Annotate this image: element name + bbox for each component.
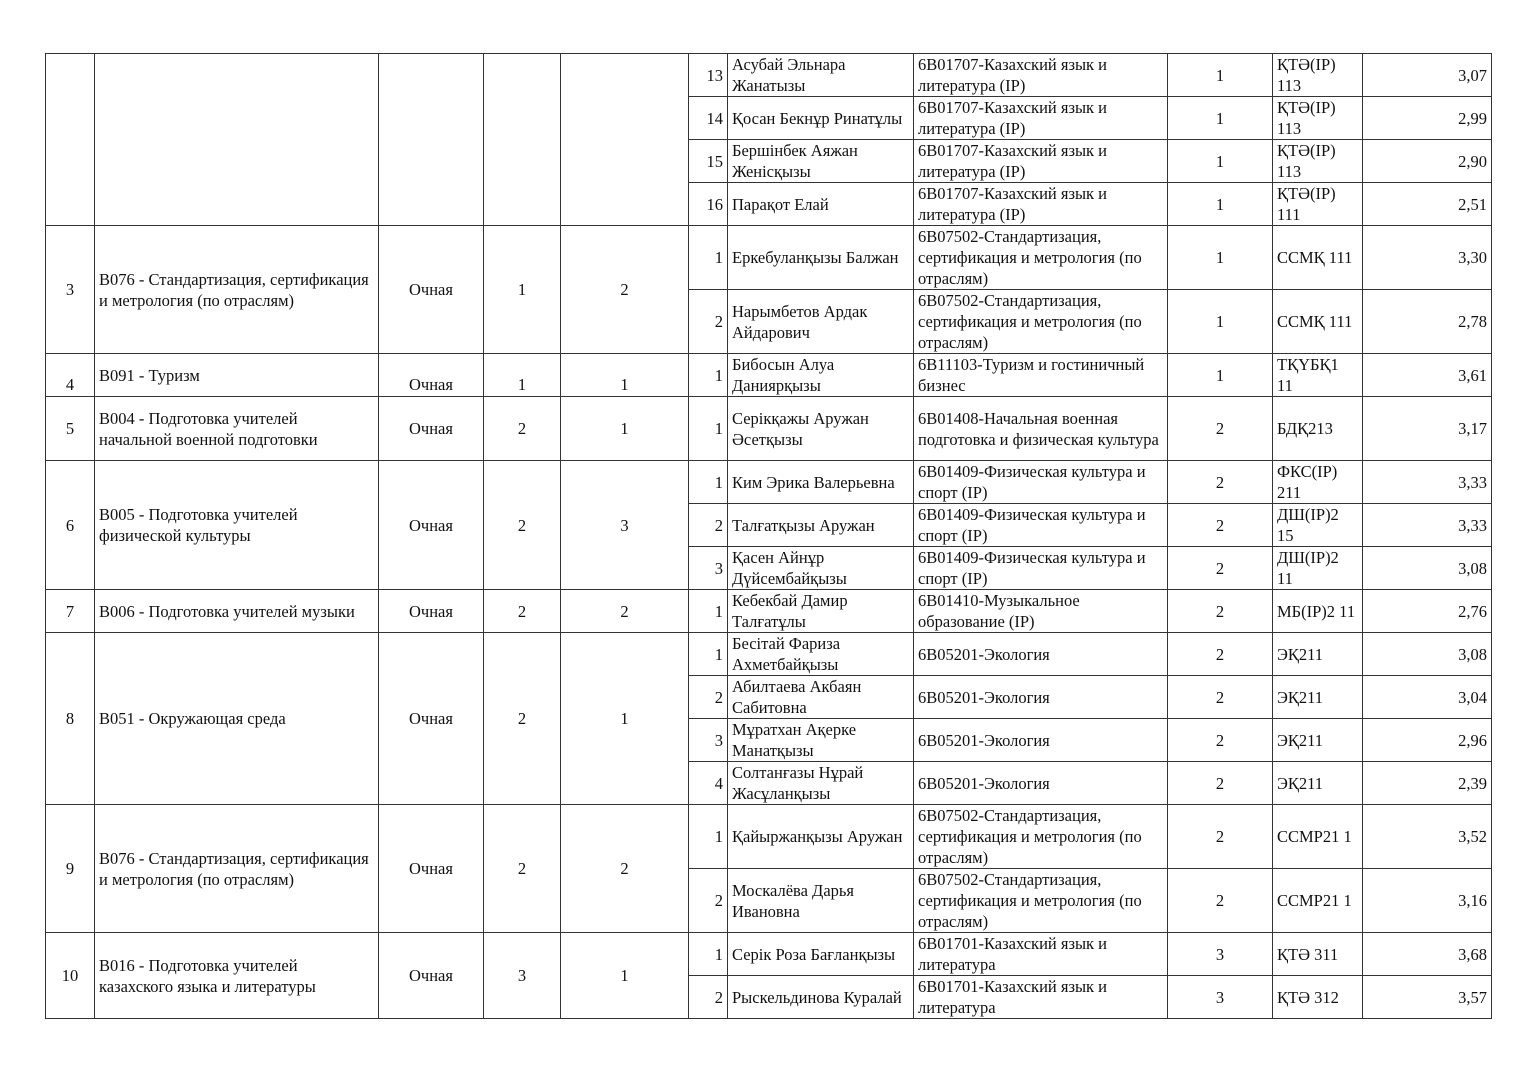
- gpa: 2,99: [1363, 97, 1492, 140]
- student-index: 14: [689, 97, 728, 140]
- student-name: Қайыржанқызы Аружан: [728, 805, 914, 869]
- student-index: 3: [689, 547, 728, 590]
- program: 6B11103-Туризм и гостиничный бизнес: [914, 354, 1168, 397]
- quota: 1: [561, 354, 689, 397]
- gpa: 3,08: [1363, 547, 1492, 590]
- program: 6B01707-Казахский язык и литература (IP): [914, 140, 1168, 183]
- group-number: 7: [46, 590, 95, 633]
- group-number: 9: [46, 805, 95, 933]
- table-row: [46, 805, 1492, 869]
- student-index: 1: [689, 226, 728, 290]
- gpa: 3,30: [1363, 226, 1492, 290]
- student-name: Парақот Елай: [728, 183, 914, 226]
- study-form: Очная: [379, 633, 484, 805]
- group-code: ДШ(IP)2 15: [1273, 504, 1363, 547]
- study-form: [379, 54, 484, 226]
- gpa: 3,52: [1363, 805, 1492, 869]
- gpa: 2,78: [1363, 290, 1492, 354]
- course: 2: [484, 633, 561, 805]
- program: 6B01409-Физическая культура и спорт (IP): [914, 547, 1168, 590]
- student-name: Нарымбетов Ардак Айдарович: [728, 290, 914, 354]
- study-form: Очная: [379, 354, 484, 397]
- course: 2: [484, 461, 561, 590]
- student-course: 2: [1168, 633, 1273, 676]
- study-form: Очная: [379, 397, 484, 461]
- gpa: 2,39: [1363, 762, 1492, 805]
- table-body: [46, 54, 1492, 1019]
- study-form: Очная: [379, 590, 484, 633]
- student-name: Мұратхан Ақерке Манатқызы: [728, 719, 914, 762]
- course: [484, 54, 561, 226]
- gpa: 2,76: [1363, 590, 1492, 633]
- quota: 2: [561, 805, 689, 933]
- student-name: Ким Эрика Валерьевна: [728, 461, 914, 504]
- quota: 1: [561, 397, 689, 461]
- group-code: ДШ(IP)2 11: [1273, 547, 1363, 590]
- student-index: 1: [689, 590, 728, 633]
- program: 6B01409-Физическая культура и спорт (IP): [914, 461, 1168, 504]
- table-row: [46, 633, 1492, 676]
- quota: 3: [561, 461, 689, 590]
- program: 6B01701-Казахский язык и литература: [914, 976, 1168, 1019]
- course: 2: [484, 590, 561, 633]
- group-code: ҚТӘ 311: [1273, 933, 1363, 976]
- student-course: 1: [1168, 354, 1273, 397]
- group-code: ССМҚ 111: [1273, 226, 1363, 290]
- student-name: Бесітай Фариза Ахметбайқызы: [728, 633, 914, 676]
- table-row: [46, 933, 1492, 976]
- group-code: ҚТӘ(IP) 113: [1273, 140, 1363, 183]
- specialty: [95, 54, 379, 226]
- student-name: Бибосын Алуа Даниярқызы: [728, 354, 914, 397]
- group-number: 3: [46, 226, 95, 354]
- student-index: 3: [689, 719, 728, 762]
- specialty: B091 - Туризм: [95, 354, 379, 397]
- course: 2: [484, 805, 561, 933]
- specialty: B076 - Стандартизация, сертификация и метрология (по отраслям): [95, 805, 379, 933]
- student-course: 2: [1168, 869, 1273, 933]
- student-name: Қосан Бекнұр Ринатұлы: [728, 97, 914, 140]
- gpa: 3,33: [1363, 461, 1492, 504]
- student-index: 2: [689, 976, 728, 1019]
- student-name: Қасен Айнұр Дүйсембайқызы: [728, 547, 914, 590]
- student-name: Еркебуланқызы Балжан: [728, 226, 914, 290]
- program: 6B01707-Казахский язык и литература (IP): [914, 183, 1168, 226]
- student-index: 2: [689, 290, 728, 354]
- gpa: 3,17: [1363, 397, 1492, 461]
- program: 6B07502-Стандартизация, сертификация и метрология (по отраслям): [914, 805, 1168, 869]
- student-index: 13: [689, 54, 728, 97]
- student-course: 3: [1168, 933, 1273, 976]
- student-course: 2: [1168, 547, 1273, 590]
- student-index: 1: [689, 397, 728, 461]
- student-name: Москалёва Дарья Ивановна: [728, 869, 914, 933]
- student-index: 2: [689, 676, 728, 719]
- student-course: 2: [1168, 719, 1273, 762]
- course: 2: [484, 397, 561, 461]
- program: 6B05201-Экология: [914, 762, 1168, 805]
- gpa: 2,90: [1363, 140, 1492, 183]
- student-name: Солтанғазы Нұрай Жасұланқызы: [728, 762, 914, 805]
- course: 1: [484, 354, 561, 397]
- program: 6B01707-Казахский язык и литература (IP): [914, 54, 1168, 97]
- table-row: [46, 397, 1492, 461]
- program: 6B07502-Стандартизация, сертификация и метрология (по отраслям): [914, 869, 1168, 933]
- group-number: 6: [46, 461, 95, 590]
- student-index: 1: [689, 354, 728, 397]
- student-course: 2: [1168, 397, 1273, 461]
- student-index: 2: [689, 869, 728, 933]
- group-code: ЭҚ211: [1273, 762, 1363, 805]
- table-row: [46, 461, 1492, 504]
- student-course: 2: [1168, 504, 1273, 547]
- table-row: [46, 590, 1492, 633]
- table-row: [46, 54, 1492, 97]
- gpa: 3,33: [1363, 504, 1492, 547]
- group-code: ҚТӘ 312: [1273, 976, 1363, 1019]
- study-form: Очная: [379, 226, 484, 354]
- student-course: 1: [1168, 183, 1273, 226]
- gpa: 3,08: [1363, 633, 1492, 676]
- specialty: B016 - Подготовка учителей казахского языка и литературы: [95, 933, 379, 1019]
- group-code: ССМҚ 111: [1273, 290, 1363, 354]
- student-name: Талғатқызы Аружан: [728, 504, 914, 547]
- student-index: 2: [689, 504, 728, 547]
- program: 6B07502-Стандартизация, сертификация и метрология (по отраслям): [914, 290, 1168, 354]
- group-number: 5: [46, 397, 95, 461]
- group-number: 8: [46, 633, 95, 805]
- specialty: B004 - Подготовка учителей начальной военной подготовки: [95, 397, 379, 461]
- gpa: 2,96: [1363, 719, 1492, 762]
- group-code: ҚТӘ(IP) 111: [1273, 183, 1363, 226]
- gpa: 3,16: [1363, 869, 1492, 933]
- table-row: [46, 354, 1492, 397]
- student-course: 1: [1168, 97, 1273, 140]
- group-code: ТҚҮБҚ1 11: [1273, 354, 1363, 397]
- program: 6B07502-Стандартизация, сертификация и метрология (по отраслям): [914, 226, 1168, 290]
- study-form: Очная: [379, 805, 484, 933]
- student-course: 1: [1168, 226, 1273, 290]
- students-table: [45, 53, 1492, 1019]
- student-name: Асубай Эльнара Жанатызы: [728, 54, 914, 97]
- group-code: ЭҚ211: [1273, 633, 1363, 676]
- student-course: 1: [1168, 290, 1273, 354]
- student-course: 2: [1168, 590, 1273, 633]
- quota: [561, 54, 689, 226]
- quota: 1: [561, 633, 689, 805]
- student-index: 1: [689, 805, 728, 869]
- student-name: Абилтаева Акбаян Сабитовна: [728, 676, 914, 719]
- program: 6B01701-Казахский язык и литература: [914, 933, 1168, 976]
- student-name: Серікқажы Аружан Әсетқызы: [728, 397, 914, 461]
- program: 6B05201-Экология: [914, 676, 1168, 719]
- gpa: 3,68: [1363, 933, 1492, 976]
- group-code: МБ(IP)2 11: [1273, 590, 1363, 633]
- program: 6B01410-Музыкальное образование (IP): [914, 590, 1168, 633]
- gpa: 3,04: [1363, 676, 1492, 719]
- student-course: 1: [1168, 54, 1273, 97]
- student-index: 15: [689, 140, 728, 183]
- group-number: 4: [46, 354, 95, 397]
- program: 6B01408-Начальная военная подготовка и физическая культура: [914, 397, 1168, 461]
- student-name: Бершінбек Аяжан Женісқызы: [728, 140, 914, 183]
- gpa: 3,07: [1363, 54, 1492, 97]
- group-code: ССМР21 1: [1273, 869, 1363, 933]
- specialty: B076 - Стандартизация, сертификация и метрология (по отраслям): [95, 226, 379, 354]
- student-name: Серік Роза Бағланқызы: [728, 933, 914, 976]
- table-row: [46, 226, 1492, 290]
- student-name: Кебекбай Дамир Талғатұлы: [728, 590, 914, 633]
- program: 6B05201-Экология: [914, 633, 1168, 676]
- student-course: 2: [1168, 676, 1273, 719]
- specialty: B006 - Подготовка учителей музыки: [95, 590, 379, 633]
- quota: 2: [561, 226, 689, 354]
- student-index: 1: [689, 461, 728, 504]
- student-index: 4: [689, 762, 728, 805]
- group-code: ЭҚ211: [1273, 719, 1363, 762]
- group-code: ФКС(IP) 211: [1273, 461, 1363, 504]
- study-form: Очная: [379, 461, 484, 590]
- group-number: 10: [46, 933, 95, 1019]
- program: 6B01409-Физическая культура и спорт (IP): [914, 504, 1168, 547]
- student-course: 1: [1168, 140, 1273, 183]
- course: 3: [484, 933, 561, 1019]
- quota: 2: [561, 590, 689, 633]
- group-code: ЭҚ211: [1273, 676, 1363, 719]
- student-name: Рыскельдинова Куралай: [728, 976, 914, 1019]
- group-number: [46, 54, 95, 226]
- group-code: ҚТӘ(IP) 113: [1273, 97, 1363, 140]
- student-index: 16: [689, 183, 728, 226]
- student-course: 2: [1168, 805, 1273, 869]
- student-course: 2: [1168, 461, 1273, 504]
- specialty: B005 - Подготовка учителей физической культуры: [95, 461, 379, 590]
- course: 1: [484, 226, 561, 354]
- quota: 1: [561, 933, 689, 1019]
- study-form: Очная: [379, 933, 484, 1019]
- gpa: 3,61: [1363, 354, 1492, 397]
- program: 6B05201-Экология: [914, 719, 1168, 762]
- student-course: 3: [1168, 976, 1273, 1019]
- gpa: 3,57: [1363, 976, 1492, 1019]
- group-code: ҚТӘ(IP) 113: [1273, 54, 1363, 97]
- gpa: 2,51: [1363, 183, 1492, 226]
- group-code: БДҚ213: [1273, 397, 1363, 461]
- group-code: ССМР21 1: [1273, 805, 1363, 869]
- student-course: 2: [1168, 762, 1273, 805]
- student-index: 1: [689, 933, 728, 976]
- student-index: 1: [689, 633, 728, 676]
- specialty: B051 - Окружающая среда: [95, 633, 379, 805]
- program: 6B01707-Казахский язык и литература (IP): [914, 97, 1168, 140]
